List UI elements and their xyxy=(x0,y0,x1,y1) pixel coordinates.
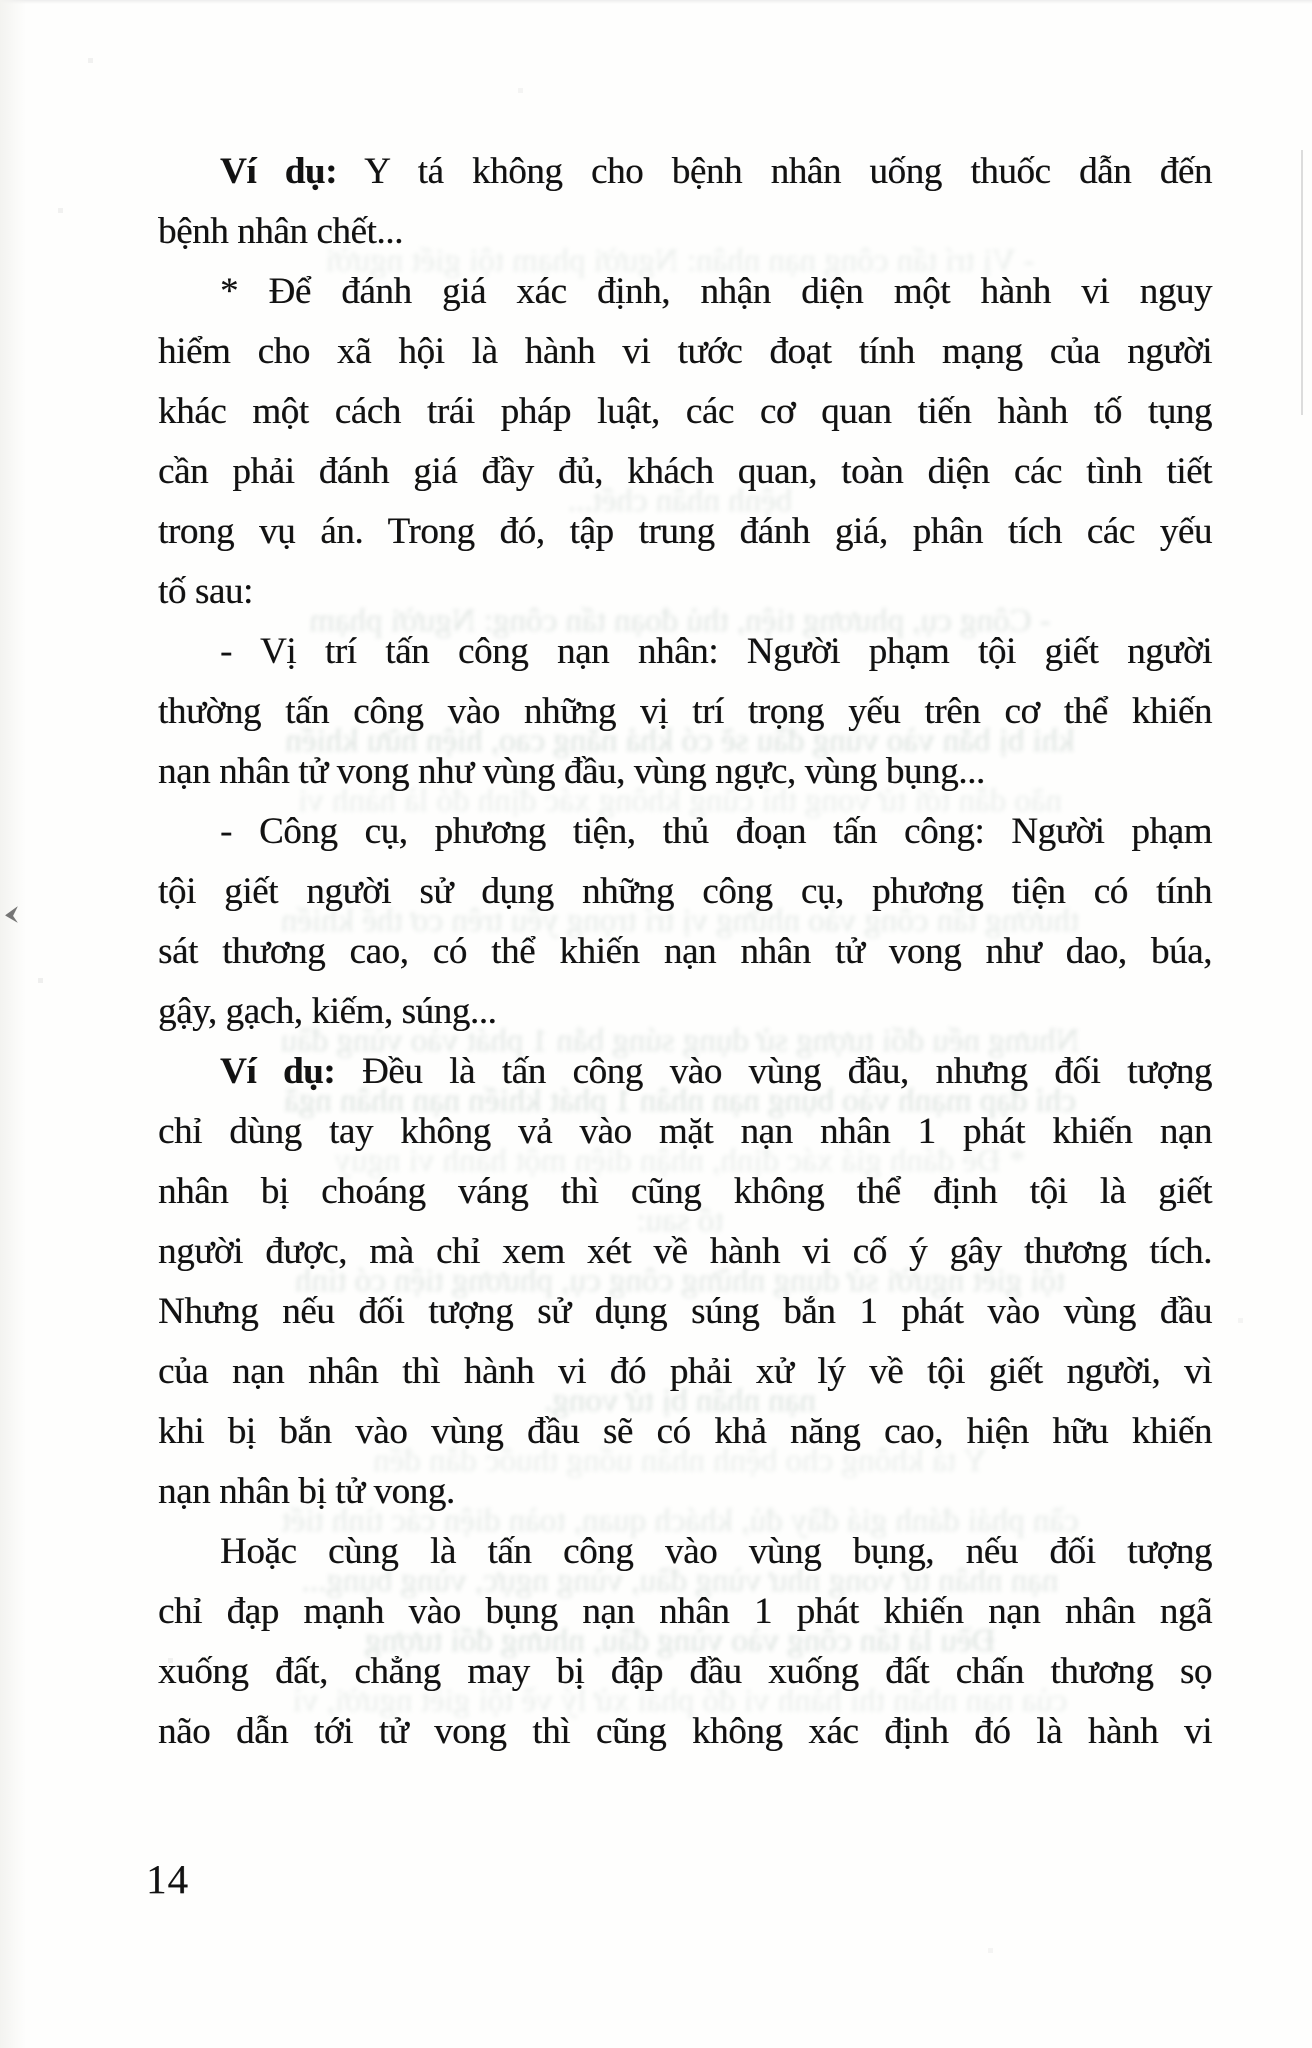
bold-lead-label: Ví dụ: xyxy=(220,1051,336,1092)
text-line: xuống đất, chẳng may bị đập đầu xuống đất chấn thương sọ xyxy=(158,1651,1212,1692)
scan-specks xyxy=(0,0,1,1)
scan-edge-top xyxy=(0,0,1312,4)
page-number: 14 xyxy=(146,1856,189,1902)
text-line: trong vụ án. Trong đó, tập trung đánh giá, phân tích các yếu xyxy=(158,511,1212,552)
bleedthrough-artifact: Y tá không cho bệnh nhân uống thuốc dẫn đến xyxy=(373,1443,987,1479)
bleedthrough-artifact: tội giết người sử dụng những công cụ, phương tiện có tính xyxy=(294,1263,1066,1299)
bleedthrough-artifact: - Vị trí tấn công nạn nhân: Người phạm tội giết người xyxy=(325,243,1035,279)
bleedthrough-artifact: nạn nhân bị tử vong. xyxy=(544,1383,816,1419)
text-line: khi bị bắn vào vùng đầu sẽ có khả năng cao, hiện hữu khiến xyxy=(158,1411,1212,1452)
scan-edge-right-line xyxy=(1301,150,1303,415)
text-line: của nạn nhân thì hành vi đó phải xử lý về tội giết người, vì xyxy=(158,1351,1212,1392)
text-line: gậy, gạch, kiếm, súng... xyxy=(158,991,497,1032)
text-line: não dẫn tới tử vong thì cũng không xác định đó là hành vi xyxy=(158,1711,1212,1752)
bleedthrough-artifact: chỉ đạp mạnh vào bụng nạn nhân 1 phát khiến nạn nhân ngã xyxy=(284,1083,1076,1119)
text-line: Ví dụ: Y tá không cho bệnh nhân uống thuốc dẫn đến xyxy=(220,151,1213,192)
bleedthrough-artifact: Nhưng nếu đối tượng sử dụng súng bắn 1 phát vào vùng đầu xyxy=(280,1023,1080,1059)
text-line: khác một cách trái pháp luật, các cơ quan tiến hành tố tụng xyxy=(158,391,1212,432)
text-line: cần phải đánh giá đầy đủ, khách quan, toàn diện các tình tiết xyxy=(158,451,1212,492)
bleedthrough-artifact: bệnh nhân chết... xyxy=(567,483,793,519)
bleedthrough-artifact: thường tấn công vào những vị trí trọng yếu trên cơ thể khiến xyxy=(280,903,1080,939)
text-line: - Công cụ, phương tiện, thủ đoạn tấn công: Người phạm xyxy=(220,811,1212,852)
page-text xyxy=(158,142,1212,1762)
text-line: tố sau: xyxy=(158,571,253,612)
text-line: * Để đánh giá xác định, nhận diện một hành vi nguy xyxy=(220,271,1212,312)
text-line: nạn nhân bị tử vong. xyxy=(158,1471,455,1512)
text-line: nhân bị choáng váng thì cũng không thể định tội là giết xyxy=(158,1171,1212,1212)
bleedthrough-artifact: cần phải đánh giá đầy đủ, khách quan, toàn diện các tình tiết xyxy=(281,1503,1079,1539)
bleedthrough-artifact: - Công cụ, phương tiện, thủ đoạn tấn công: Người phạm xyxy=(309,603,1051,639)
bleedthrough-artifact: của nạn nhân thì hành vi đó phải xử lý về tội giết người, vì xyxy=(292,1683,1068,1719)
text-line: nạn nhân tử vong như vùng đầu, vùng ngực, vùng bụng... xyxy=(158,751,985,792)
text-line: bệnh nhân chết... xyxy=(158,211,403,252)
bleedthrough-artifact: não dẫn tới tử vong thì cũng không xác định đó là hành vi xyxy=(298,783,1062,819)
text-line: người được, mà chỉ xem xét về hành vi cố ý gây thương tích. xyxy=(158,1231,1212,1272)
bleedthrough-artifact: Đều là tấn công vào vùng đầu, nhưng đối tượng xyxy=(364,1623,996,1659)
text-line: Ví dụ: Đều là tấn công vào vùng đầu, nhưng đối tượng xyxy=(220,1051,1212,1092)
text-line: Nhưng nếu đối tượng sử dụng súng bắn 1 phát vào vùng đầu xyxy=(158,1291,1212,1332)
bold-lead-label: Ví dụ: xyxy=(220,151,337,192)
text-line: - Vị trí tấn công nạn nhân: Người phạm tội giết người xyxy=(220,631,1212,672)
bleedthrough-artifact: * Để đánh giá xác định, nhận diện một hành vi nguy xyxy=(334,1143,1026,1179)
text-line: chỉ dùng tay không vả vào mặt nạn nhân 1 phát khiến nạn xyxy=(158,1111,1212,1152)
scan-edge-left xyxy=(0,0,26,2048)
bleedthrough-artifact: tố sau: xyxy=(636,1203,724,1239)
text-line: chỉ đạp mạnh vào bụng nạn nhân 1 phát khiến nạn nhân ngã xyxy=(158,1591,1212,1632)
bleedthrough-artifact: khi bị bắn vào vùng đầu sẽ có khả năng cao, hiện hữu khiến xyxy=(285,723,1075,759)
text-line: sát thương cao, có thể khiến nạn nhân tử vong như dao, búa, xyxy=(158,931,1212,972)
bleedthrough-artifact: nạn nhân tử vong như vùng đầu, vùng ngực, vùng bụng... xyxy=(301,1563,1059,1599)
text-line: thường tấn công vào những vị trí trọng yếu trên cơ thể khiến xyxy=(158,691,1212,732)
text-line: hiểm cho xã hội là hành vi tước đoạt tính mạng của người xyxy=(158,331,1212,372)
text-line: tội giết người sử dụng những công cụ, phương tiện có tính xyxy=(158,871,1212,912)
text-line: Hoặc cùng là tấn công vào vùng bụng, nếu đối tượng xyxy=(220,1531,1212,1572)
